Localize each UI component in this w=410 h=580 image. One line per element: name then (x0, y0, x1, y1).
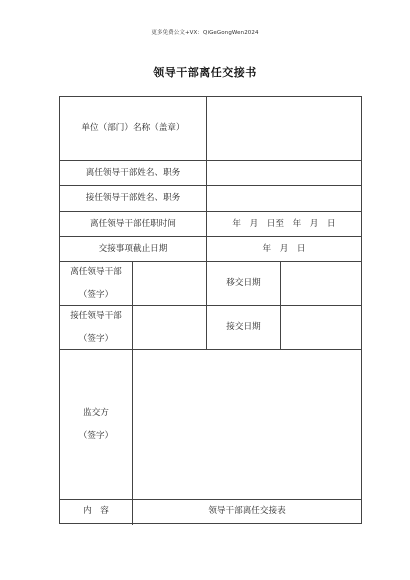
transfer-date-label: 移交日期 (226, 278, 261, 289)
receiving-signature-label-line1: 接任领导干部 (70, 310, 122, 321)
cutoff-date-value[interactable]: 年 月 日 (262, 243, 306, 254)
receiving-signature-cell[interactable] (133, 306, 206, 349)
content-value: 领导干部离任交接表 (208, 506, 286, 517)
departing-signature-label-line1: 离任领导干部 (70, 266, 122, 277)
unit-name-label: 单位（部门）名称（盖章） (81, 123, 185, 134)
term-label: 离任领导干部任职时间 (90, 218, 176, 229)
supervisor-label-line2: （签字） (78, 430, 114, 441)
departing-signature-cell[interactable] (133, 262, 206, 305)
document-title: 领导干部离任交接书 (153, 66, 257, 79)
departing-leader-value-cell[interactable] (207, 161, 361, 185)
receiving-signature-label-line2: （签字） (78, 333, 114, 344)
receive-date-value-cell[interactable] (281, 306, 361, 349)
departing-leader-label: 离任领导干部姓名、职务 (85, 167, 181, 178)
supervisor-signature-label (60, 350, 132, 499)
term-value[interactable]: 年 月 日至 年 月 日 (232, 218, 336, 229)
header-note: 更多免费公文+VX：QiGeGongWen2024 (151, 30, 259, 36)
transfer-date-value-cell[interactable] (281, 262, 361, 305)
supervisor-label-line1: 监交方 (83, 407, 109, 418)
receiving-leader-label: 接任领导干部姓名、职务 (85, 193, 181, 204)
content-label: 内 容 (83, 506, 109, 517)
cutoff-date-label: 交接事项截止日期 (98, 243, 168, 254)
unit-name-value-cell[interactable] (207, 97, 361, 160)
receive-date-label: 接交日期 (226, 322, 261, 333)
departing-signature-label-line2: （签字） (78, 289, 114, 300)
supervisor-signature-cell[interactable] (133, 350, 361, 499)
receiving-leader-value-cell[interactable] (207, 186, 361, 211)
receiving-signature-label (60, 306, 132, 349)
handover-form-table (59, 96, 362, 524)
departing-signature-label (60, 262, 132, 305)
